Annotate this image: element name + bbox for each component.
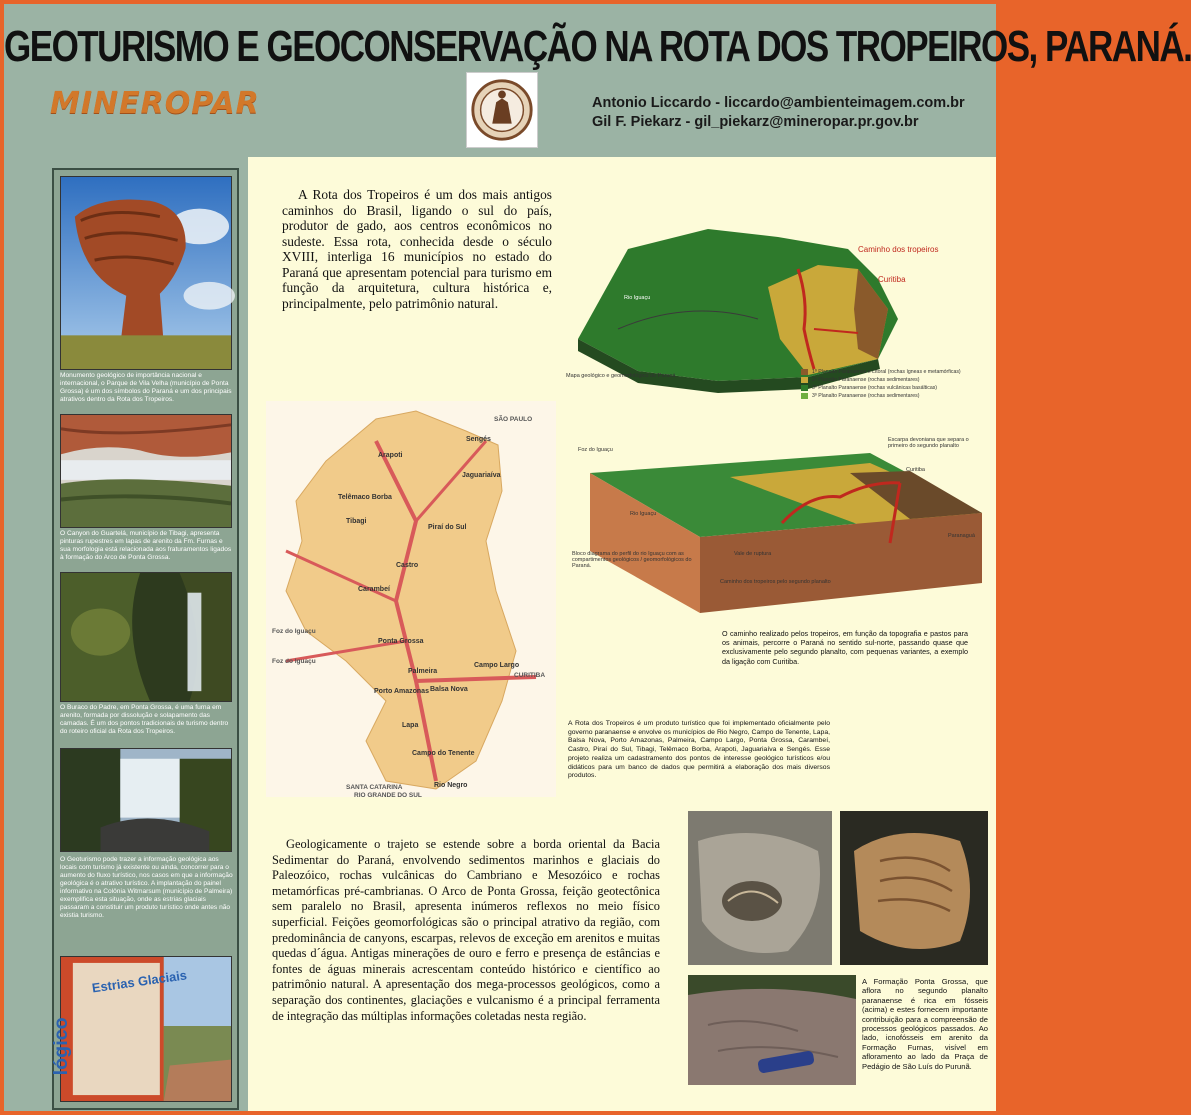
town-label: Ponta Grossa (378, 638, 424, 645)
guartela-photo (60, 414, 232, 528)
icnofossil-photo (688, 975, 856, 1085)
town-label: Campo Largo (474, 662, 520, 669)
label-foz-iguacu: Foz do Iguaçu (578, 447, 613, 453)
estrias-sign-photo (49, 956, 232, 1102)
caption-fossil: A Formação Ponta Grossa, que aflora no segundo planalto paranaense é rica em fósseis (acima) e estes fornecem importante contribuição para a compreensão de processos geológicos passados. Ao lado, icnofósseis em arenito da Formação Furnas, visível em afloramento ao lado da Praça de Pedágio de São Luís do Purunã. (862, 977, 988, 1071)
edge-label: SÃO PAULO (494, 416, 533, 423)
sign-side-text: lógico (49, 1017, 72, 1076)
poster (4, 4, 1191, 1111)
edge-label: SANTA CATARINA (346, 784, 403, 791)
poster-title: GEOTURISMO E GEOCONSERVAÇÃO NA ROTA DOS TROPEIROS, PARANÁ. (4, 22, 1191, 71)
town-label: Castro (396, 562, 419, 569)
caption-geoturismo: O Geoturismo pode trazer a informação geológica aos locais com turismo já existente ou ainda, concorrer para o aumento do fluxo turístico, nos casos em que a informação geológica é o atrativo turístico. A implantação do painel informativo na Colônia Witmarsum (município de Palmeira) exemplifica esta situação, onde as estrias glaciais passaram a constituir um produto turístico onde antes não existia turismo. (60, 856, 233, 919)
town-label: Telêmaco Borba (338, 494, 392, 501)
town-label: Palmeira (408, 668, 438, 675)
label-caminho-tropeiros: Caminho dos tropeiros (858, 245, 939, 254)
label-curitiba: Curitiba (878, 275, 906, 284)
edge-label: Foz do Iguaçu (272, 628, 316, 635)
fossil-photo-1 (688, 811, 832, 965)
block-diagram (570, 433, 982, 621)
sign-title-text: Estrias Glaciais (90, 967, 188, 996)
author-1: Antonio Liccardo - liccardo@ambienteimagem.com.br (592, 95, 965, 111)
legend-item: 2º Planalto Paranaense (rochas sedimentares) (801, 377, 919, 383)
waterfall-photo (60, 748, 232, 852)
label-paranagua: Paranaguá (948, 533, 975, 539)
legend-item: 1º Planalto Paranaense e Litoral (rochas ígneas e metamórficas) (801, 369, 961, 375)
town-label: Arapoti (378, 452, 403, 459)
author-2: Gil F. Piekarz - gil_piekarz@mineropar.pr.gov.br (592, 114, 919, 130)
vila-velha-photo (60, 176, 232, 370)
town-label: Balsa Nova (430, 686, 468, 693)
map1-caption: Mapa geológico e geomorfológico do Paraná (566, 373, 676, 379)
caption-product: A Rota dos Tropeiros é um produto turístico que foi implementado oficialmente pelo governo paranaense e envolve os municípios de Rio Negro, Campo de Tenente, Lapa, Balsa Nova, Porto Amazonas, Palmeira, Campo Largo, Ponta Grossa, Carambeí, Castro, Piraí do Sul, Tibagi, Telêmaco Borba, Arapoti, Jaguariaíva e Sengés. Esse projeto realiza um cadastramento dos pontos de interesse geológico turísticos e/ou didáticos para um banco de dados que permitirá a elaboração dos mais diversos produtos. (568, 720, 830, 780)
mineropar-logo: MINEROPAR (50, 86, 260, 121)
label-rio-iguacu: Rio Iguaçu (624, 295, 651, 301)
authors (592, 94, 965, 132)
caption-guartela: O Canyon do Guartelá, município de Tibagi, apresenta pinturas rupestres em lapas de arenito da Fm. Furnas e sua morfologia está relacionada aos fraturamentos ligados à formação do Arco de Ponta Grossa. (60, 530, 232, 561)
label-caminho-segundo-planalto: Caminho dos tropeiros pelo segundo planalto (720, 579, 831, 585)
legend-item: 3º Planalto Paranaense (rochas sedimentares) (801, 393, 919, 399)
legend-item: 3º Planalto Paranaense (rochas vulcânicas basálticas) (801, 385, 937, 391)
label-rio-iguacu-2: Rio Iguaçu (630, 511, 657, 517)
town-label: Porto Amazonas (374, 688, 429, 695)
town-label: Campo do Tenente (412, 750, 475, 757)
main-panel (248, 157, 996, 1111)
label-vale-ruptura: Vale de ruptura (734, 551, 772, 557)
fossil-photo-2 (840, 811, 988, 965)
town-label: Carambeí (358, 586, 390, 593)
caption-route: O caminho realizado pelos tropeiros, em função da topografia e pastos para os animais, percorre o Paraná no sentido sul-norte, passando quase que exclusivamente pelo segundo planalto, com pequenas variantes, a exemplo da ligação com Curitiba. (722, 629, 968, 666)
edge-label: RIO GRANDE DO SUL (354, 792, 422, 799)
caption-vila-velha: Monumento geológico de importância nacional e internacional, o Parque de Vila Velha (município de Ponta Grossa) é um dos símbolos do Paraná e um dos principais atrativos dentro da Rota dos Tropeiros. (60, 372, 232, 403)
town-label: Rio Negro (434, 782, 468, 789)
sidebar-panel (49, 168, 239, 1110)
intro-text: A Rota dos Tropeiros é um dos mais antigos caminhos do Brasil, ligando o sul do país, produtor de gado, aos centros econômicos no sudeste. Essa rota, conhecida desde o século XVIII, interliga 16 municípios no estado do Paraná que apresentam potencial para turismo em função da arquitetura, cultura histórica e, principalmente, pelo patrimônio natural. (282, 187, 552, 311)
town-label: Piraí do Sul (428, 524, 467, 531)
label-escarpa: Escarpa devoniana que separa o primeiro do segundo planalto (888, 437, 969, 449)
town-label: Lapa (402, 722, 419, 729)
geology-text: Geologicamente o trajeto se estende sobre a borda oriental da Bacia Sedimentar do Paraná, envolvendo sedimentos marinhos e glaciais do Paleozóico, rochas vulcânicas do Cambriano e Mesozóico e rochas metamórficas pré-cambrianas. O Arco de Ponta Grossa, feição geotectônica sem paralelo no Brasil, apresenta inúmeros reflexos no meio físico superficial. Feições geomorfológicas são o principal atrativo da região, com predominância de canyons, escarpas, relevos de exceção em arenitos e muitas quedas d´água. Antigas minerações de ouro e ferro e presença de estâncias e fontes de águas minerais acrescentam conteúdo histórico e científico ao patrimônio natural. A apresentação dos mega-processos geológicos, como a separação dos continentes, glaciações e vulcanismo é a principal ferramenta de integração das múltiplas informações coletadas nesta região. (272, 837, 660, 1023)
town-label: Jaguariaíva (462, 472, 501, 479)
buraco-padre-photo (60, 572, 232, 702)
edge-label: Foz do Iguaçu (272, 658, 316, 665)
town-label: Tibagi (346, 518, 367, 525)
map2-caption: Bloco diagrama do perfil do rio Iguaçu com as compartimentos geológicos / geomorfológicos do Paraná. (572, 551, 692, 569)
seal-logo (466, 72, 538, 148)
label-curitiba-2: Curitiba (906, 467, 925, 473)
caption-buraco-padre: O Buraco do Padre, em Ponta Grossa, é uma furna em arenito, formada por dissolução e solapamento das camadas. É um dos pontos tradicionais de turismo dentro do roteiro oficial da Rota dos Tropeiros. (60, 704, 229, 735)
rota-road-map (266, 401, 556, 797)
town-label: Sengés (466, 436, 491, 443)
edge-label: CURITIBA (514, 672, 546, 679)
